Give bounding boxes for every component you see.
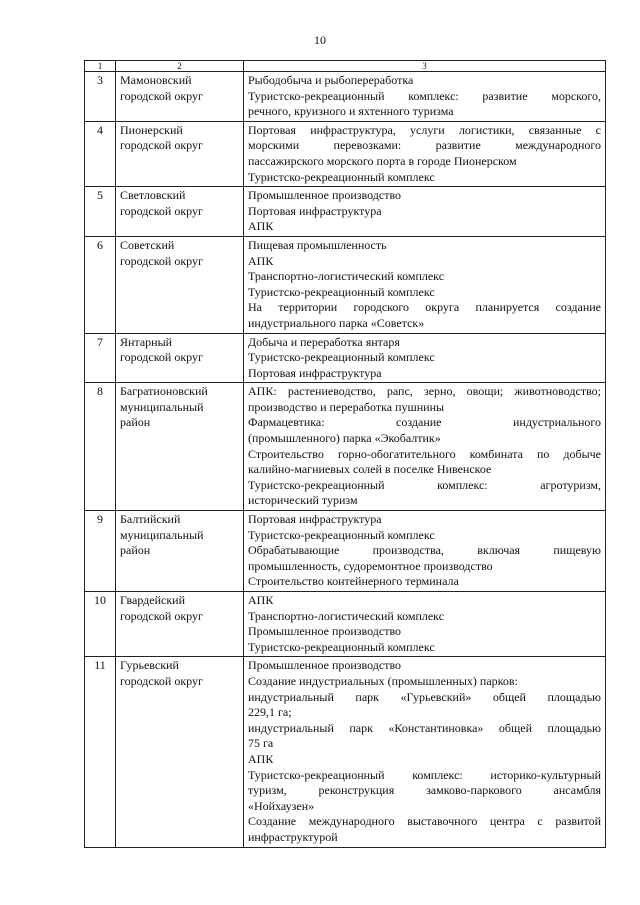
header-col-3: 3 [244,61,606,72]
description-line: морскими перевозками: развитие международного [248,138,601,153]
description-line: «Нойхаузен» [248,798,315,813]
district-name-line: муниципальный [120,527,204,542]
description-line: Промышленное производство [248,624,402,639]
description-line: Создание международного выставочного центра с развитой [248,814,601,829]
description-line: Портовая инфраструктура [248,512,382,527]
description-line: Туристско-рекреационный комплекс: агротуризм, [248,477,601,492]
description-line: Транспортно-логистический комплекс [248,269,445,284]
district-name [116,383,244,511]
district-name [116,187,244,237]
description-line: Промышленное производство [248,188,402,203]
description-line: Строительство горно-обогатительного комбината по добыче [248,446,601,461]
description-line: Строительство контейнерного терминала [248,574,459,589]
table-row [85,236,606,333]
district-name-line: Багратионовский [120,384,208,399]
table-row [85,383,606,511]
header-col-2: 2 [116,61,244,72]
row-number: 10 [85,592,116,657]
description-line: Транспортно-логистический комплекс [248,608,445,623]
header-col-1: 1 [85,61,116,72]
description-line: АПК [248,253,274,268]
district-name-line: Балтийский [120,512,181,527]
industry-description [244,657,606,847]
description-line: Туристско-рекреационный комплекс: развитие морского, [248,88,601,103]
description-line: Туристско-рекреационный комплекс [248,284,435,299]
industry-description [244,187,606,237]
description-line: Портовая инфраструктура [248,203,382,218]
description-line: исторический туризм [248,493,358,508]
page-number: 10 [314,33,326,47]
description-line: 75 га [248,736,274,751]
description-line: речного, круизного и яхтенного туризма [248,104,454,119]
description-line: Туристско-рекреационный комплекс [248,169,435,184]
district-name-line: городской округ [120,203,203,218]
district-name-line: городской округ [120,608,203,623]
description-line: калийно-магниевых солей в поселке Нивенское [248,462,492,477]
description-line: инфраструктурой [248,829,338,844]
industry-description [244,236,606,333]
districts-table [84,60,606,848]
district-name-line: Гурьевский [120,658,179,673]
district-name-line: городской округ [120,138,203,153]
description-line: туризм, реконструкция замково-паркового ансамбля [248,783,601,798]
district-name [116,72,244,122]
description-line: Промышленное производство [248,658,402,673]
district-name-line: Советский [120,237,175,252]
district-name [116,592,244,657]
district-name [116,333,244,383]
table-row [85,511,606,592]
district-name-line: городской округ [120,350,203,365]
row-number: 6 [85,236,116,333]
industry-description [244,383,606,511]
district-name-line: район [120,543,151,558]
description-line: промышленность, судоремонтное производство [248,558,493,573]
row-number: 8 [85,383,116,511]
description-line: производство и переработка пушнины [248,399,445,414]
district-name-line: городской округ [120,88,203,103]
table-row [85,592,606,657]
description-line: АПК [248,751,274,766]
district-name-line: городской округ [120,253,203,268]
description-line: Портовая инфраструктура, услуги логистики, связанные с [248,122,601,137]
district-name-line: Янтарный [120,334,173,349]
district-name-line: Светловский [120,188,186,203]
description-line: Портовая инфраструктура [248,365,382,380]
district-name-line: городской округ [120,673,203,688]
district-name-line: Мамоновский [120,73,192,87]
district-name [116,657,244,847]
industry-description [244,72,606,122]
description-line: АПК [248,593,274,607]
district-name-line: Пионерский [120,122,183,137]
table-row [85,657,606,847]
row-number: 11 [85,657,116,847]
industry-description [244,592,606,657]
description-line: АПК [248,219,274,234]
industry-description [244,121,606,186]
description-line: Обрабатывающие производства, включая пищевую [248,543,601,558]
description-line: Туристско-рекреационный комплекс [248,639,435,654]
table-row [85,121,606,186]
industry-description [244,511,606,592]
table-row [85,72,606,122]
description-line: Туристско-рекреационный комплекс [248,350,435,365]
table-row [85,333,606,383]
row-number: 5 [85,187,116,237]
district-name [116,121,244,186]
description-line: На территории городского округа планируется создание [248,300,601,315]
description-line: индустриальный парк «Гурьевский» общей площадью [248,689,601,704]
description-line: Создание индустриальных (промышленных) парков: [248,673,518,688]
table-row [85,187,606,237]
district-name [116,236,244,333]
description-line: АПК: растениеводство, рапс, зерно, овощи; животноводство; [248,384,601,399]
industry-description [244,333,606,383]
description-line: пассажирского морского порта в городе Пионерском [248,153,517,168]
description-line: (промышленного) парка «Экобалтик» [248,431,441,446]
table-header-row [85,61,606,72]
district-name-line: район [120,415,151,430]
description-line: Пищевая промышленность [248,237,387,252]
description-line: индустриальный парк «Константиновка» общей площадью [248,720,601,735]
description-line: Туристско-рекреационный комплекс: историко-культурный [248,767,601,782]
description-line: индустриального парка «Советск» [248,315,425,330]
description-line: Туристско-рекреационный комплекс [248,527,435,542]
description-line: Рыбодобыча и рыбопереработка [248,73,414,87]
district-name-line: Гвардейский [120,593,186,607]
description-line: Фармацевтика: создание индустриального [248,415,601,430]
row-number: 9 [85,511,116,592]
row-number: 4 [85,121,116,186]
district-name-line: муниципальный [120,399,204,414]
district-name [116,511,244,592]
description-line: Добыча и переработка янтаря [248,334,400,349]
row-number: 3 [85,72,116,122]
description-line: 229,1 га; [248,705,292,720]
row-number: 7 [85,333,116,383]
